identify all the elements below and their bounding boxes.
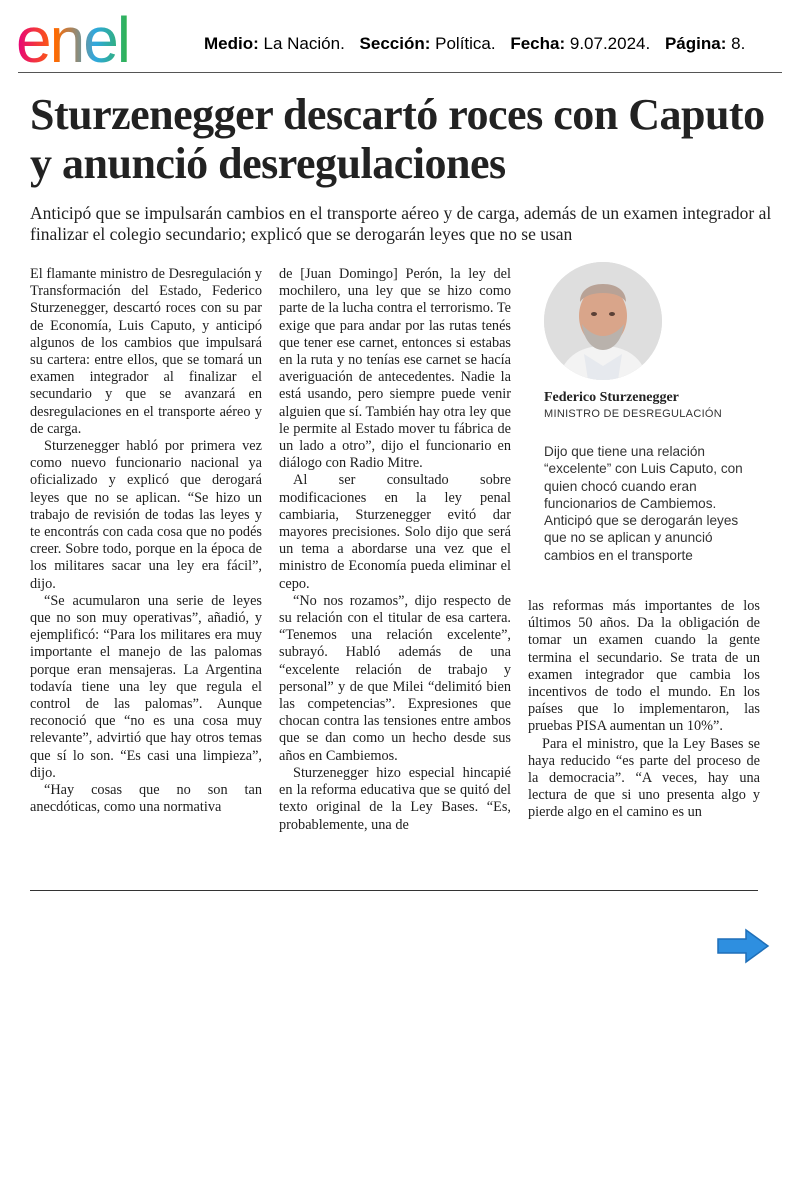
fecha-value: 9.07.2024. bbox=[569, 34, 651, 53]
medio-label: Medio: bbox=[204, 34, 259, 53]
photo-caption-name: Federico Sturzenegger bbox=[544, 390, 679, 405]
clipping-metadata bbox=[204, 34, 745, 54]
seccion-label: Sección: bbox=[359, 34, 431, 53]
pagina-value: 8. bbox=[731, 34, 746, 53]
paragraph: Al ser consultado sobre modificaciones en la ley penal cambiaria, Sturzenegger evitó dar mayores precisiones. Solo dijo que será un tema a abordarse una vez que el ministro de Economía pueda eliminar el cepo. bbox=[279, 472, 511, 592]
paragraph: “No nos rozamos”, dijo respecto de su relación con el titular de esa cartera. “Tenemos una relación excelente”, subrayó. Habló además de una “excelente relación de trabajo y personal” y de que Milei “delimitó bien las competencias”. Expresiones que chocan contra las tensiones entre ambos que se dan como un hecho desde sus años en Cambiemos. bbox=[279, 592, 511, 764]
clipping-header bbox=[0, 0, 800, 75]
article-column-3 bbox=[528, 598, 760, 822]
fecha-label: Fecha: bbox=[510, 34, 566, 53]
article-column-1 bbox=[30, 266, 262, 817]
portrait-illustration bbox=[544, 262, 662, 380]
footer-divider bbox=[30, 890, 758, 891]
paragraph: “Hay cosas que no son tan anecdóticas, como una normativa bbox=[30, 782, 262, 816]
paragraph: de [Juan Domingo] Perón, la ley del mochilero, una ley que se hizo como parte de la lucha contra el terrorismo. Te exige que para andar por las rutas tenés que tener ese carnet, entonces si estabas en la ruta y no tenías ese carnet se hacía averiguación de antecedentes. Nadie la está usando, pero siempre puede venir alguien que sí. También hay otra ley que le permite al Estado mover tu fábrica de un lado a otro”, dijo el funcionario en diálogo con Radio Mitre. bbox=[279, 266, 511, 472]
paragraph: Sturzenegger habló por primera vez como nuevo funcionario nacional ya oficializado y explicó que derogará leyes que no se aplican. “Se hizo un trabajo de revisión de todas las leyes y te encontrás con cada cosa que no podés creer. Sobre todo, porque en la época de los militares sacar una ley era fácil”, dijo. bbox=[30, 438, 262, 592]
header-divider bbox=[18, 72, 782, 73]
article-headline: Sturzenegger descartó roces con Caputo y anunció desregulaciones bbox=[30, 90, 765, 188]
paragraph: El flamante ministro de Desregulación y Transformación del Estado, Federico Sturzenegger, descartó roces con su par de Economía, Luis Caputo, y anticipó algunos de los cambios que impulsará su cartera: entre ellos, que se tomará un examen integrador al finalizar el secundario y que se avanzará en desregulaciones en el transporte aéreo y de carga. bbox=[30, 266, 262, 437]
paragraph: Sturzenegger hizo especial hincapié en la reforma educativa que se quitó del texto original de la Ley Bases. “Es, probablemente, una de bbox=[279, 764, 511, 833]
logo-text: enel bbox=[16, 6, 129, 70]
paragraph: “Se acumularon una serie de leyes que no son muy operativas”, añadió, y ejemplificó: “Para los militares era muy importante el manejo de las palomas porque eran mensajeras. La Argentina todavía tiene una ley que regula el control de las palomas”. Aunque reconoció que “no es una cosa muy relevante”, advirtió que hay otros temas que sí lo son. “Es casi una limpieza”, dijo. bbox=[30, 592, 262, 781]
portrait-photo bbox=[544, 262, 662, 380]
arrow-right-icon[interactable] bbox=[716, 928, 770, 964]
photo-caption-role: MINISTRO DE DESREGULACIÓN bbox=[544, 408, 723, 420]
paragraph: las reformas más importantes de los últimos 50 años. Da la obligación de tomar un examen cuando la gente termina el secundario. Se trata de un examen integrador que cambia los incentivos de todo el mundo. En los países que lo implementaron, las pruebas PISA aumentan un 10%”. bbox=[528, 598, 760, 735]
pull-quote: Dijo que tiene una relación “excelente” con Luis Caputo, con quien chocó cuando eran funcionarios de Cambiemos. Anticipó que se derogarán leyes que no se aplican y anunció cambios en el transporte bbox=[544, 444, 743, 563]
article-column-2 bbox=[279, 266, 511, 834]
medio-value: La Nación. bbox=[263, 34, 345, 53]
seccion-value: Política. bbox=[435, 34, 496, 53]
enel-logo bbox=[14, 6, 179, 70]
paragraph: Para el ministro, que la Ley Bases se haya reducido “es parte del proceso de la democracia”. “A veces, hay una lectura de que si uno presenta algo y pierde algo en el camino es un bbox=[528, 735, 760, 821]
article-subhead: Anticipó que se impulsarán cambios en el transporte aéreo y de carga, además de un examen integrador al finalizar el colegio secundario; explicó que se derogarán leyes que no se usan bbox=[30, 203, 772, 244]
pagina-label: Página: bbox=[664, 34, 727, 53]
